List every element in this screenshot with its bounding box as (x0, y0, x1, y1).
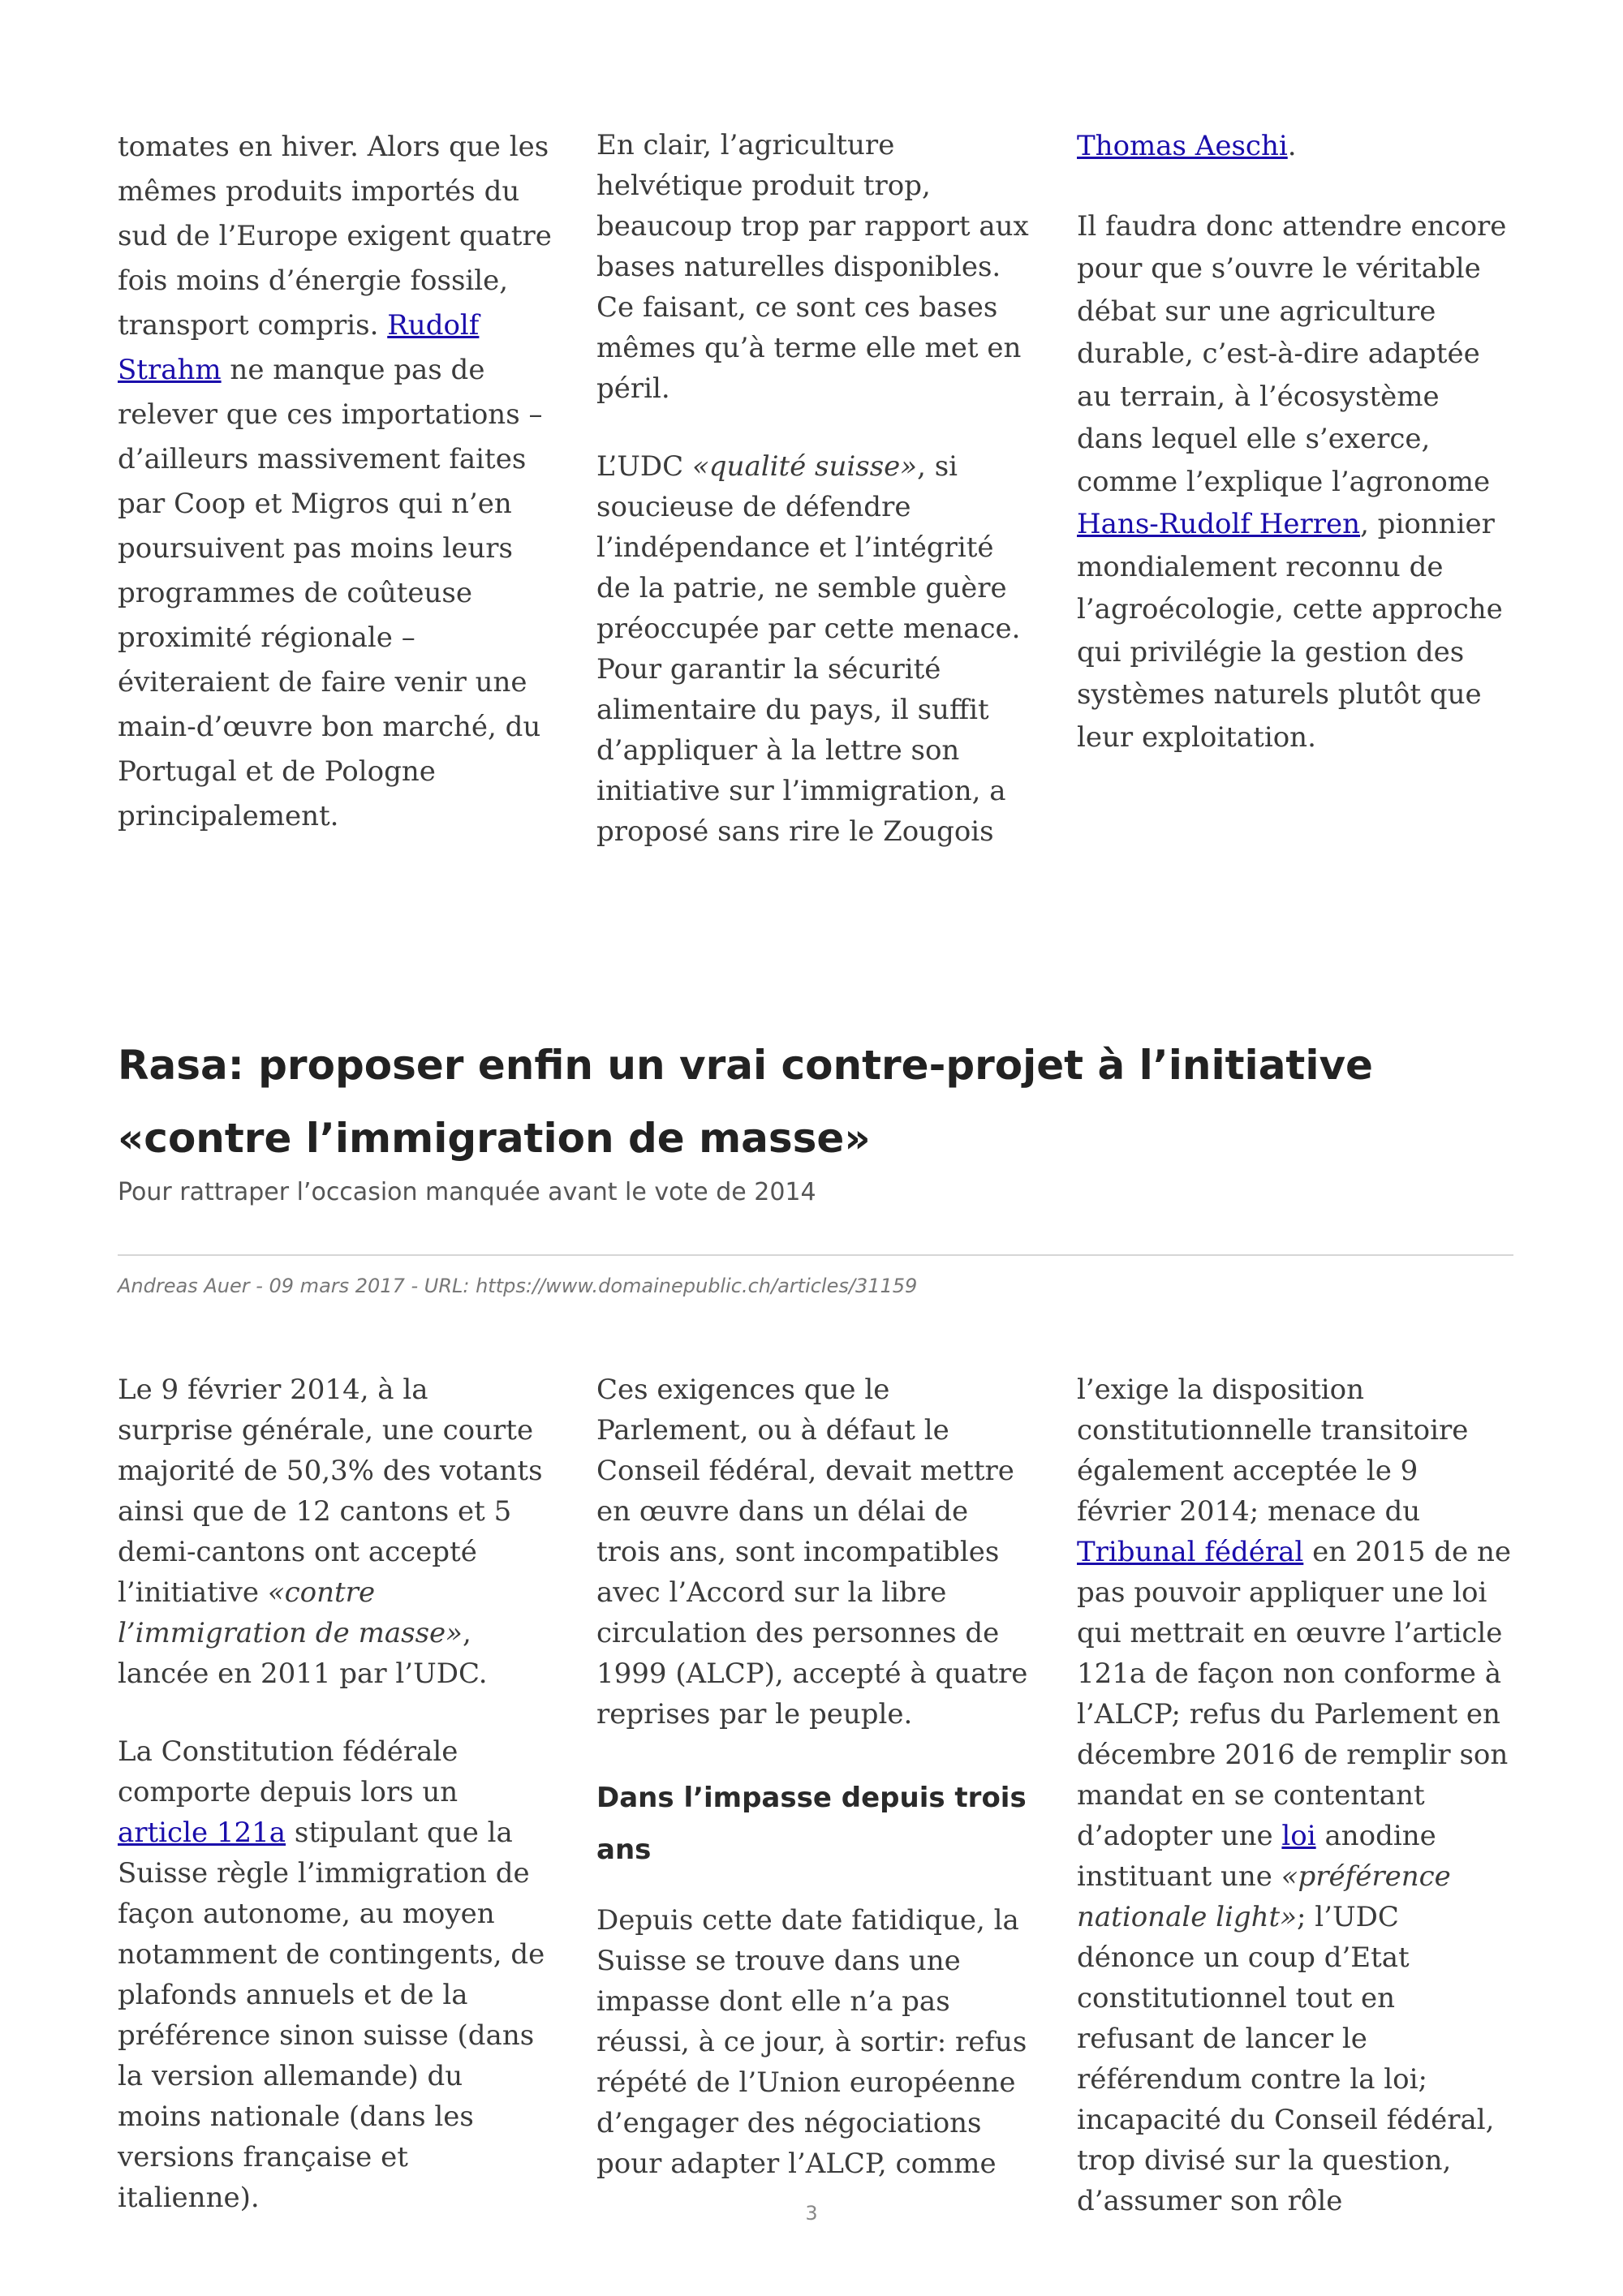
header-divider (118, 1254, 1513, 1256)
text-span: , si soucieuse de défendre l’indépendance et l’intégrité de la patrie, ne semble guère préoccupée par cette menace. Pour garantir la sécurité alimentaire du pays, il suffit d’appliquer à la lettre son initiative sur l’immigration, a proposé sans rire le Zougois (596, 450, 1021, 848)
top-col3-paragraph-2 (1077, 205, 1511, 759)
link-thomas-aeschi[interactable]: Thomas Aeschi (1077, 130, 1288, 162)
text-span: Le 9 février 2014, à la surprise générale, une courte majorité de 50,3% des votants ainsi que de 12 cantons et 5 demi-cantons ont accepté l’initiative (118, 1374, 543, 1609)
top-col3-paragraph-1 (1077, 125, 1511, 168)
article-column-3 (1077, 1369, 1511, 2221)
link-hans-rudolf-herren[interactable]: Hans-Rudolf Herren (1077, 508, 1361, 540)
article-col2-paragraph-2: Depuis cette date fatidique, la Suisse se trouve dans une impasse dont elle n’a pas réussi, à ce jour, à sortir: refus répété de l’Union européenne d’engager des négociations pour adapter l’ALCP, comme (596, 1904, 1027, 2180)
top-col2-paragraph-2 (596, 446, 1031, 852)
article-col2-paragraph-1: Ces exigences que le Parlement, ou à défaut le Conseil fédéral, devait mettre en œuvre dans un délai de trois ans, sont incompatibles avec l’Accord sur la libre circulation des personnes de 1999 (ALCP), accepté à quatre reprises par le peuple. (596, 1374, 1028, 1731)
text-span: tomates en hiver. Alors que les mêmes produits importés du sud de l’Europe exigent quatre fois moins d’énergie fossile, transport compris. (118, 131, 552, 342)
top-column-3 (1077, 125, 1511, 759)
page-number: 3 (805, 2202, 818, 2225)
article-col1-paragraph-2 (118, 1731, 552, 2218)
text-span: ne manque pas de relever que ces importations – d’ailleurs massivement faites par Coop et Migros qui n’en poursuivent pas moins leurs programmes de coûteuse proximité régionale – éviteraient de faire venir une main-d’œuvre bon marché, du Portugal et de Pologne principalement. (118, 354, 543, 832)
article-subtitle: Pour rattraper l’occasion manquée avant le vote de 2014 (118, 1178, 816, 1206)
text-span: en 2015 de ne pas pouvoir appliquer une loi qui mettrait en œuvre l’article 121a de façon non conforme à l’ALCP; refus du Parlement en décembre 2016 de remplir son mandat en se contentant d’adopter une (1077, 1536, 1511, 1852)
top-column-2 (596, 125, 1031, 852)
text-span: stipulant que la Suisse règle l’immigration de façon autonome, au moyen notamment de contingents, de plafonds annuels et de la préférence sinon suisse (dans la version allemande) du moins nationale (dans les versions française et italienne). (118, 1817, 545, 2214)
top-col2-paragraph-1: En clair, l’agriculture helvétique produit trop, beaucoup trop par rapport aux bases naturelles disponibles. Ce faisant, ce sont ces bases mêmes qu’à terme elle met en péril. (596, 129, 1029, 405)
text-span: l’exige la disposition constitutionnelle transitoire également acceptée le 9 février 2014; menace du (1077, 1374, 1469, 1528)
article-col3-paragraph-1 (1077, 1369, 1511, 2221)
link-rudolf-strahm[interactable]: Rudolf Strahm (118, 309, 480, 386)
top-column-1 (118, 125, 552, 839)
link-loi[interactable]: loi (1281, 1820, 1316, 1852)
article-column-1 (118, 1369, 552, 2218)
article-meta: Andreas Auer - 09 mars 2017 - URL: https://www.domainepublic.ch/articles/31159 (118, 1275, 918, 1297)
text-span: ; l’UDC dénonce un coup d’Etat constitutionnel tout en refusant de lancer le référendum contre la loi; incapacité du Conseil fédéral, trop divisé sur la question, d’assumer son rôle (1077, 1901, 1495, 2217)
article-title: Rasa: proposer enfin un vrai contre-projet à l’initiative «contre l’immigration de masse» (118, 1042, 1373, 1162)
article-column-2 (596, 1369, 1031, 2184)
section-subheading: Dans l’impasse depuis trois ans (596, 1782, 1027, 1866)
article-col1-paragraph-1 (118, 1369, 552, 1694)
emphasis-text: «préférence nationale light» (1077, 1860, 1451, 1933)
text-span: La Constitution fédérale comporte depuis lors un (118, 1735, 458, 1808)
text-span: Il faudra donc attendre encore pour que s’ouvre le véritable débat sur une agriculture durable, c’est-à-dire adaptée au terrain, à l’écosystème dans lequel elle s’exerce, comme l’explique l’agronome (1077, 209, 1507, 498)
link-tribunal-federal[interactable]: Tribunal fédéral (1077, 1536, 1304, 1568)
text-span: L’UDC (596, 450, 692, 483)
emphasis-text: «qualité suisse» (691, 450, 918, 483)
text-span: , lancée en 2011 par l’UDC. (118, 1617, 488, 1690)
text-span: . (1287, 130, 1297, 162)
emphasis-text: «contre l’immigration de masse» (118, 1576, 463, 1649)
text-span: anodine instituant une (1077, 1820, 1436, 1893)
link-article-121a[interactable]: article 121a (118, 1817, 286, 1849)
text-span: , pionnier mondialement reconnu de l’agroécologie, cette approche qui privilégie la gestion des systèmes naturels plutôt que leur exploitation. (1077, 508, 1503, 754)
top-col1-paragraph (118, 125, 552, 839)
